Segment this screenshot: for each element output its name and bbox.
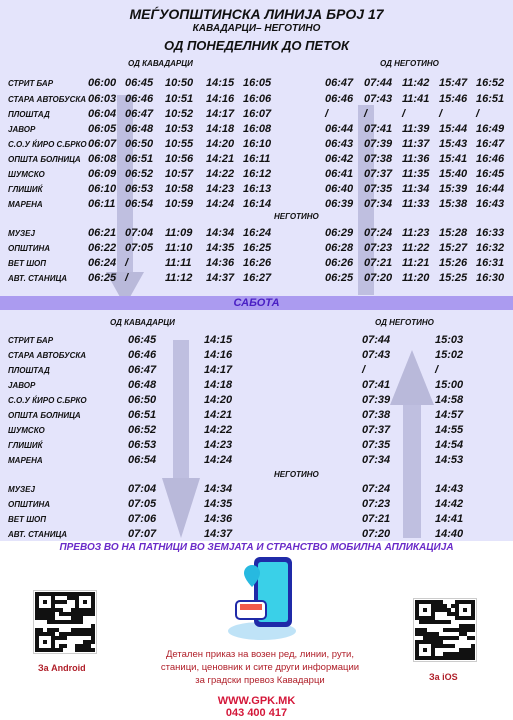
saturday-time-from-negotino: 07:43 [362, 349, 391, 361]
weekday-time-from-kavadarci: 10:53 [165, 123, 194, 135]
saturday-time-from-negotino: 07:35 [362, 439, 391, 451]
weekday-time-from-negotino: 11:35 [402, 168, 430, 180]
info-line: за градски превоз Кавадарци [195, 675, 325, 686]
weekday-time-from-kavadarci: 06:22 [88, 242, 117, 254]
stop-name: ШУМСКО [8, 426, 45, 435]
weekday-time-from-kavadarci: 11:11 [165, 257, 192, 269]
weekday-time-from-negotino: 07:24 [364, 227, 393, 239]
stop-name: СТАРА АВТОБУСКА [8, 95, 87, 104]
stop-name: ГЛИШИЌ [8, 441, 43, 450]
table-row [0, 138, 513, 152]
saturday-time-from-kavadarci: 07:04 [128, 483, 157, 495]
weekday-time-from-negotino: 11:33 [402, 198, 430, 210]
stop-name: ЈАВОР [8, 125, 36, 134]
qr-module [63, 636, 67, 640]
weekday-time-from-negotino: 16:33 [476, 227, 505, 239]
table-row [0, 198, 513, 212]
table-row [0, 409, 513, 423]
weekday-time-from-negotino: 11:36 [402, 153, 430, 165]
weekday-time-from-kavadarci: / [125, 272, 129, 284]
table-row [0, 498, 513, 512]
weekday-time-from-kavadarci: 11:09 [165, 227, 193, 239]
table-row [0, 93, 513, 107]
weekday-time-from-kavadarci: 10:52 [165, 108, 194, 120]
weekday-time-from-negotino: 06:43 [325, 138, 354, 150]
qr-module [79, 620, 83, 624]
weekday-time-from-negotino: 16:32 [476, 242, 505, 254]
phone-number[interactable]: 043 400 417 [225, 707, 288, 719]
qr-module [83, 600, 87, 604]
weekday-time-from-negotino: 15:28 [439, 227, 468, 239]
android-qr-code [33, 590, 97, 654]
weekday-time-from-negotino: 15:38 [439, 198, 468, 210]
weekday-time-from-negotino: 16:45 [476, 168, 505, 180]
weekday-time-from-kavadarci: 06:50 [125, 138, 154, 150]
weekday-time-from-negotino: 11:41 [402, 93, 430, 105]
weekday-time-from-negotino: / [439, 108, 443, 120]
weekday-time-from-kavadarci: 06:10 [88, 183, 117, 195]
weekday-time-from-kavadarci: 14:18 [206, 123, 235, 135]
saturday-time-from-negotino: 14:55 [435, 424, 464, 436]
saturday-time-from-negotino: / [435, 364, 439, 376]
saturday-time-from-negotino: 14:57 [435, 409, 464, 421]
table-row [0, 227, 513, 241]
weekday-time-from-kavadarci: 10:51 [165, 93, 194, 105]
table-row [0, 379, 513, 393]
weekday-time-from-negotino: 07:38 [364, 153, 393, 165]
weekday-time-from-kavadarci: 06:48 [125, 123, 154, 135]
weekday-time-from-kavadarci: 06:00 [88, 77, 117, 89]
weekday-time-from-negotino: 11:21 [402, 257, 430, 269]
weekday-time-from-negotino: 07:39 [364, 138, 393, 150]
saturday-time-from-kavadarci: 14:16 [204, 349, 233, 361]
table-row [0, 108, 513, 122]
stop-name: АВТ. СТАНИЦА [8, 530, 68, 539]
weekday-time-from-kavadarci: 16:06 [243, 93, 272, 105]
saturday-time-from-kavadarci: 14:34 [204, 483, 233, 495]
weekday-time-from-negotino: 11:34 [402, 183, 430, 195]
stop-name: СТАРА АВТОБУСКА [8, 351, 87, 360]
weekday-time-from-negotino: 15:25 [439, 272, 468, 284]
weekday-time-from-kavadarci: 14:24 [206, 198, 235, 210]
weekday-time-from-kavadarci: 14:15 [206, 77, 235, 89]
weekday-time-from-kavadarci: 16:10 [243, 138, 272, 150]
qr-module [471, 656, 475, 660]
weekday-time-from-kavadarci: 10:57 [165, 168, 194, 180]
mobile-app-illustration [224, 553, 304, 643]
weekday-time-from-kavadarci: 06:08 [88, 153, 117, 165]
android-label: За Android [38, 663, 86, 673]
weekday-time-from-negotino: 11:22 [402, 242, 430, 254]
weekday-time-from-kavadarci: 06:21 [88, 227, 117, 239]
saturday-time-from-kavadarci: 14:24 [204, 454, 233, 466]
saturday-time-from-kavadarci: 06:51 [128, 409, 157, 421]
weekday-time-from-negotino: 07:21 [364, 257, 393, 269]
page-title: МЕЃУОПШТИНСКА ЛИНИЈА БРОЈ 17 [129, 6, 384, 22]
weekday-time-from-kavadarci: 06:05 [88, 123, 117, 135]
stop-name: ГЛИШИЌ [8, 185, 43, 194]
saturday-time-from-negotino: 14:41 [435, 513, 464, 525]
weekday-time-from-kavadarci: 06:03 [88, 93, 117, 105]
saturday-time-from-kavadarci: 07:06 [128, 513, 157, 525]
table-row [0, 334, 513, 348]
weekday-time-from-kavadarci: 06:47 [125, 108, 154, 120]
table-row [0, 454, 513, 468]
weekday-time-from-negotino: 11:42 [402, 77, 430, 89]
saturday-time-from-kavadarci: 06:46 [128, 349, 157, 361]
saturday-time-from-kavadarci: 14:22 [204, 424, 233, 436]
weekday-time-from-negotino: 15:47 [439, 77, 468, 89]
weekday-time-from-kavadarci: 16:25 [243, 242, 272, 254]
weekday-time-from-negotino: 16:46 [476, 153, 505, 165]
weekday-time-from-kavadarci: 16:27 [243, 272, 272, 284]
saturday-time-from-kavadarci: 06:54 [128, 454, 157, 466]
weekday-time-from-kavadarci: 14:37 [206, 272, 235, 284]
weekday-time-from-kavadarci: 06:45 [125, 77, 154, 89]
weekday-time-from-kavadarci: 14:23 [206, 183, 235, 195]
weekday-time-from-kavadarci: 06:25 [88, 272, 117, 284]
weekday-time-from-negotino: 07:20 [364, 272, 393, 284]
saturday-time-from-negotino: 15:02 [435, 349, 464, 361]
qr-module [463, 608, 467, 612]
weekday-time-from-kavadarci: 10:59 [165, 198, 194, 210]
table-row [0, 242, 513, 256]
stop-name: ВЕТ ШОП [8, 515, 47, 524]
weekday-time-from-negotino: 06:46 [325, 93, 354, 105]
qr-module [91, 612, 95, 616]
stop-name: ВЕТ ШОП [8, 259, 47, 268]
weekday-time-from-kavadarci: 16:11 [243, 153, 271, 165]
table-row [0, 77, 513, 91]
stop-name: АВТ. СТАНИЦА [8, 274, 68, 283]
weekday-time-from-kavadarci: 16:12 [243, 168, 272, 180]
table-row [0, 153, 513, 167]
qr-module [455, 636, 459, 640]
weekday-time-from-kavadarci: 16:24 [243, 227, 272, 239]
weekday-time-from-kavadarci: 06:51 [125, 153, 154, 165]
weekday-time-from-negotino: 16:47 [476, 138, 505, 150]
table-row [0, 394, 513, 408]
weekday-time-from-kavadarci: 14:22 [206, 168, 235, 180]
saturday-time-from-negotino: 07:34 [362, 454, 391, 466]
weekday-time-from-negotino: / [476, 108, 480, 120]
stop-name: СТРИТ БАР [8, 79, 54, 88]
weekday-time-from-kavadarci: 06:11 [88, 198, 116, 210]
qr-module [63, 644, 67, 648]
weekday-time-from-negotino: 06:40 [325, 183, 354, 195]
table-row [0, 483, 513, 497]
route-subtitle: КАВАДАРЦИ– НЕГОТИНО [192, 23, 321, 34]
saturday-time-from-negotino: 14:43 [435, 483, 464, 495]
table-row [0, 168, 513, 182]
weekday-time-from-kavadarci: 14:34 [206, 227, 235, 239]
saturday-time-from-negotino: 07:44 [362, 334, 391, 346]
weekday-time-from-negotino: 16:49 [476, 123, 505, 135]
weekday-time-from-negotino: 16:43 [476, 198, 505, 210]
saturday-time-from-negotino: 07:38 [362, 409, 391, 421]
weekday-time-from-kavadarci: 06:53 [125, 183, 154, 195]
saturday-time-from-kavadarci: 14:15 [204, 334, 233, 346]
saturday-time-from-kavadarci: 14:18 [204, 379, 233, 391]
qr-module [59, 648, 63, 652]
qr-module [451, 644, 455, 648]
weekday-time-from-negotino: 16:44 [476, 183, 505, 195]
days-heading: ОД ПОНЕДЕЛНИК ДО ПЕТОК [164, 38, 349, 53]
saturday-time-from-negotino: 15:00 [435, 379, 464, 391]
weekday-time-from-negotino: 07:35 [364, 183, 393, 195]
stop-name: МАРЕНА [8, 456, 43, 465]
weekday-time-from-negotino: 06:25 [325, 272, 354, 284]
weekday-time-from-kavadarci: / [125, 257, 129, 269]
saturday-band: САБОТА [0, 296, 513, 310]
qr-module [43, 640, 47, 644]
stop-name: ОПШТА БОЛНИЦА [8, 411, 81, 420]
saturday-time-from-kavadarci: 06:53 [128, 439, 157, 451]
qr-module [43, 600, 47, 604]
weekday-time-from-negotino: 15:27 [439, 242, 468, 254]
table-row [0, 528, 513, 542]
ios-qr-code [413, 598, 477, 662]
weekday-time-from-negotino: 15:44 [439, 123, 468, 135]
weekday-time-from-kavadarci: 16:13 [243, 183, 272, 195]
weekday-time-from-kavadarci: 14:17 [206, 108, 235, 120]
weekday-time-from-negotino: 15:41 [439, 153, 468, 165]
stop-name: ПЛОШТАД [8, 366, 50, 375]
weekday-time-from-kavadarci: 16:08 [243, 123, 272, 135]
weekday-time-from-kavadarci: 07:05 [125, 242, 154, 254]
weekday-time-from-negotino: 16:52 [476, 77, 505, 89]
weekday-time-from-negotino: 11:39 [402, 123, 430, 135]
saturday-time-from-negotino: / [362, 364, 366, 376]
saturday-time-from-kavadarci: 14:17 [204, 364, 233, 376]
weekday-time-from-kavadarci: 06:07 [88, 138, 117, 150]
saturday-time-from-kavadarci: 06:50 [128, 394, 157, 406]
weekday-time-from-negotino: 07:43 [364, 93, 393, 105]
weekday-time-from-negotino: 06:44 [325, 123, 354, 135]
weekday-time-from-negotino: 07:44 [364, 77, 393, 89]
qr-module [471, 636, 475, 640]
qr-module [471, 628, 475, 632]
weekday-time-from-negotino: 06:28 [325, 242, 354, 254]
weekday-time-from-kavadarci: 10:50 [165, 77, 194, 89]
weekday-from-kavadarci: ОД КАВАДАРЦИ [128, 59, 193, 68]
weekday-time-from-kavadarci: 14:20 [206, 138, 235, 150]
saturday-time-from-kavadarci: 14:20 [204, 394, 233, 406]
weekday-time-from-negotino: 07:37 [364, 168, 393, 180]
stop-name: МАРЕНА [8, 200, 43, 209]
weekday-time-from-kavadarci: 14:35 [206, 242, 235, 254]
table-row [0, 257, 513, 271]
saturday-time-from-negotino: 07:37 [362, 424, 391, 436]
table-row [0, 272, 513, 286]
weekday-time-from-kavadarci: 06:24 [88, 257, 117, 269]
saturday-time-from-negotino: 14:58 [435, 394, 464, 406]
weekday-time-from-negotino: 06:42 [325, 153, 354, 165]
weekday-time-from-negotino: 06:41 [325, 168, 354, 180]
saturday-time-from-kavadarci: 07:07 [128, 528, 157, 540]
saturday-time-from-kavadarci: 14:37 [204, 528, 233, 540]
saturday-time-from-negotino: 15:03 [435, 334, 464, 346]
ios-label: За iOS [429, 672, 458, 682]
weekday-time-from-kavadarci: 06:52 [125, 168, 154, 180]
saturday-time-from-negotino: 07:23 [362, 498, 391, 510]
info-line: Детален приказ на возен ред, линии, рути, [165, 649, 354, 660]
saturday-time-from-kavadarci: 14:23 [204, 439, 233, 451]
qr-module [63, 600, 67, 604]
saturday-time-from-kavadarci: 14:35 [204, 498, 233, 510]
weekday-time-from-kavadarci: 07:04 [125, 227, 154, 239]
weekday-from-negotino: ОД НЕГОТИНО [380, 59, 439, 68]
saturday-time-from-kavadarci: 14:21 [204, 409, 233, 421]
weekday-time-from-negotino: 06:29 [325, 227, 354, 239]
qr-module [91, 640, 95, 644]
saturday-time-from-negotino: 07:24 [362, 483, 391, 495]
weekday-time-from-negotino: / [364, 108, 368, 120]
saturday-time-from-kavadarci: 06:45 [128, 334, 157, 346]
weekday-time-from-negotino: 15:46 [439, 93, 468, 105]
stop-name: С.О.У ЌИРО С.БРКО [8, 396, 87, 405]
saturday-time-from-kavadarci: 07:05 [128, 498, 157, 510]
weekday-time-from-negotino: 16:51 [476, 93, 505, 105]
weekday-time-from-kavadarci: 16:05 [243, 77, 272, 89]
table-row [0, 123, 513, 137]
weekday-time-from-kavadarci: 06:46 [125, 93, 154, 105]
saturday-time-from-kavadarci: 06:48 [128, 379, 157, 391]
table-row [0, 424, 513, 438]
stop-name: МУЗЕЈ [8, 229, 35, 238]
saturday-time-from-negotino: 14:40 [435, 528, 464, 540]
saturday-from-kavadarci: ОД КАВАДАРЦИ [110, 318, 175, 327]
saturday-negotino-label: НЕГОТИНО [274, 470, 319, 479]
weekday-time-from-kavadarci: 14:21 [206, 153, 235, 165]
table-row [0, 183, 513, 197]
weekday-time-from-negotino: 06:47 [325, 77, 354, 89]
weekday-time-from-negotino: 07:23 [364, 242, 393, 254]
weekday-time-from-negotino: / [325, 108, 329, 120]
saturday-time-from-negotino: 07:21 [362, 513, 391, 525]
weekday-time-from-kavadarci: 06:54 [125, 198, 154, 210]
weekday-time-from-kavadarci: 11:12 [165, 272, 193, 284]
qr-module [91, 648, 95, 652]
weekday-negotino-label: НЕГОТИНО [274, 212, 319, 221]
weekday-time-from-negotino: 07:34 [364, 198, 393, 210]
weekday-time-from-kavadarci: 14:16 [206, 93, 235, 105]
weekday-time-from-negotino: 11:20 [402, 272, 430, 284]
saturday-from-negotino: ОД НЕГОТИНО [375, 318, 434, 327]
qr-module [423, 648, 427, 652]
table-row [0, 439, 513, 453]
saturday-time-from-kavadarci: 06:47 [128, 364, 157, 376]
weekday-time-from-negotino: 15:40 [439, 168, 468, 180]
saturday-time-from-negotino: 07:41 [362, 379, 391, 391]
saturday-time-from-kavadarci: 14:36 [204, 513, 233, 525]
stop-name: ШУМСКО [8, 170, 45, 179]
stop-name: ОПШТА БОЛНИЦА [8, 155, 81, 164]
stop-name: ЈАВОР [8, 381, 36, 390]
saturday-time-from-negotino: 14:42 [435, 498, 464, 510]
weekday-time-from-negotino: 06:39 [325, 198, 354, 210]
stop-name: С.О.У ЌИРО С.БРКО [8, 140, 87, 149]
weekday-time-from-kavadarci: 16:07 [243, 108, 272, 120]
weekday-time-from-kavadarci: 16:14 [243, 198, 272, 210]
saturday-time-from-negotino: 07:39 [362, 394, 391, 406]
weekday-time-from-negotino: 16:31 [476, 257, 505, 269]
qr-module [471, 616, 475, 620]
weekday-time-from-kavadarci: 11:10 [165, 242, 193, 254]
weekday-time-from-kavadarci: 10:58 [165, 183, 194, 195]
saturday-time-from-kavadarci: 06:52 [128, 424, 157, 436]
weekday-time-from-negotino: 15:43 [439, 138, 468, 150]
stop-name: ПЛОШТАД [8, 110, 50, 119]
weekday-time-from-negotino: / [402, 108, 406, 120]
table-row [0, 349, 513, 363]
stop-name: СТРИТ БАР [8, 336, 54, 345]
weekday-time-from-negotino: 15:39 [439, 183, 468, 195]
saturday-time-from-negotino: 14:53 [435, 454, 464, 466]
stop-name: ОПШТИНА [8, 500, 51, 509]
weekday-time-from-negotino: 16:30 [476, 272, 505, 284]
website-link[interactable]: WWW.GPK.MK [217, 695, 296, 707]
bus-window [240, 604, 262, 610]
weekday-time-from-kavadarci: 10:55 [165, 138, 194, 150]
stop-name: ОПШТИНА [8, 244, 51, 253]
table-row [0, 364, 513, 378]
info-text [130, 648, 390, 687]
weekday-time-from-kavadarci: 06:09 [88, 168, 117, 180]
weekday-time-from-kavadarci: 14:36 [206, 257, 235, 269]
qr-module [447, 620, 451, 624]
saturday-time-from-negotino: 07:20 [362, 528, 391, 540]
weekday-time-from-kavadarci: 06:04 [88, 108, 117, 120]
table-row [0, 513, 513, 527]
saturday-time-from-negotino: 14:54 [435, 439, 464, 451]
stop-name: МУЗЕЈ [8, 485, 35, 494]
weekday-time-from-negotino: 11:37 [402, 138, 430, 150]
weekday-time-from-kavadarci: 10:56 [165, 153, 194, 165]
promo-headline: ПРЕВОЗ ВО НА ПАТНИЦИ ВО ЗЕМЈАТА И СТРАНСТВО МОБИЛНА АПЛИКАЦИЈА [59, 542, 454, 553]
weekday-time-from-negotino: 06:26 [325, 257, 354, 269]
qr-module [423, 608, 427, 612]
weekday-time-from-negotino: 15:26 [439, 257, 468, 269]
info-line: станици, ценовник и сите други информации [160, 662, 360, 673]
weekday-time-from-negotino: 07:41 [364, 123, 393, 135]
weekday-time-from-negotino: 11:23 [402, 227, 430, 239]
weekday-time-from-kavadarci: 16:26 [243, 257, 272, 269]
